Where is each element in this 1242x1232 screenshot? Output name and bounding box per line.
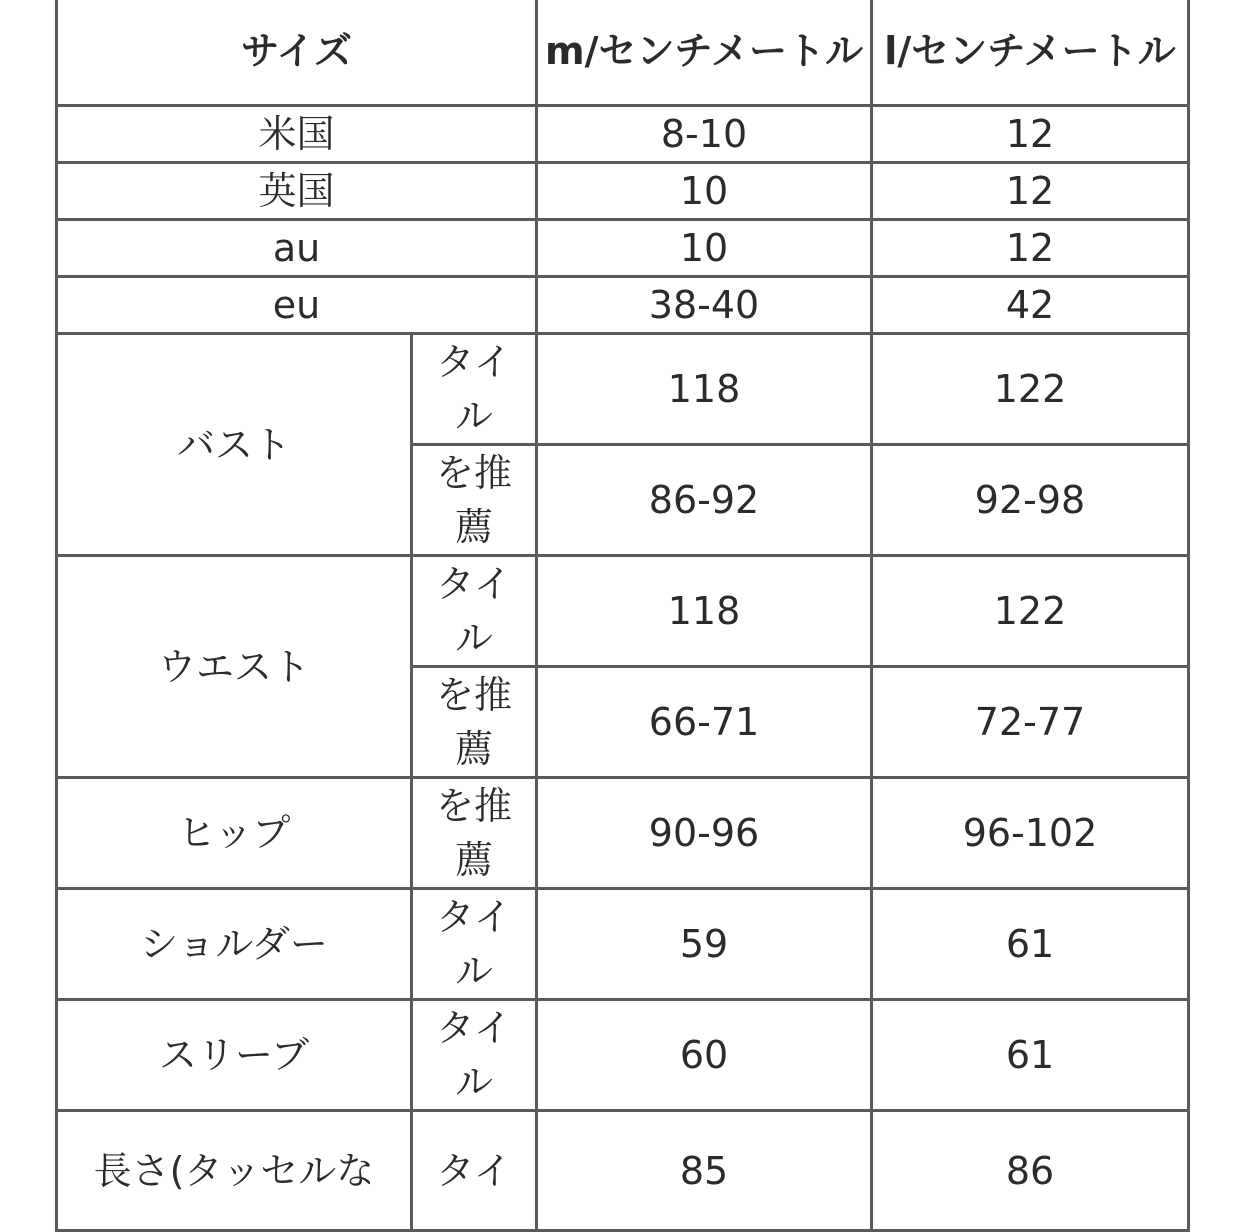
sub-label-recommended: を推薦 (412, 778, 537, 889)
cell-m: 10 (537, 220, 872, 277)
row-label-sleeve: スリーブ (57, 1000, 412, 1111)
table-row (57, 334, 1189, 445)
cell-m: 66-71 (537, 667, 872, 778)
cell-l: 96-102 (872, 778, 1189, 889)
table-row (57, 220, 1189, 277)
sub-label-tile: タイル (412, 334, 537, 445)
size-chart-table (55, 0, 1190, 1232)
cell-m: 38-40 (537, 277, 872, 334)
row-label-au: au (57, 220, 537, 277)
table-row (57, 1111, 1189, 1231)
row-label-eu: eu (57, 277, 537, 334)
cell-l: 122 (872, 556, 1189, 667)
table-row (57, 163, 1189, 220)
table-row (57, 556, 1189, 667)
cell-m: 118 (537, 556, 872, 667)
cell-l: 92-98 (872, 445, 1189, 556)
cell-l: 86 (872, 1111, 1189, 1231)
cell-m: 85 (537, 1111, 872, 1231)
row-label-shoulder: ショルダー (57, 889, 412, 1000)
m-cm-header: m/センチメートル (537, 0, 872, 106)
table-row (57, 277, 1189, 334)
sub-label-recommended: を推薦 (412, 445, 537, 556)
sub-label-tile: タイル (412, 1000, 537, 1111)
table-row (57, 106, 1189, 163)
cell-m: 86-92 (537, 445, 872, 556)
table-row (57, 1000, 1189, 1111)
cell-l: 122 (872, 334, 1189, 445)
header-row (57, 0, 1189, 106)
sub-label-tile: タイ (412, 1111, 537, 1231)
cell-m: 10 (537, 163, 872, 220)
table-row (57, 889, 1189, 1000)
table-row (57, 778, 1189, 889)
cell-m: 59 (537, 889, 872, 1000)
cell-l: 42 (872, 277, 1189, 334)
cell-l: 72-77 (872, 667, 1189, 778)
cell-l: 12 (872, 220, 1189, 277)
sub-label-tile: タイル (412, 556, 537, 667)
cell-l: 12 (872, 163, 1189, 220)
cell-m: 118 (537, 334, 872, 445)
cell-l: 12 (872, 106, 1189, 163)
cell-m: 90-96 (537, 778, 872, 889)
cell-l: 61 (872, 889, 1189, 1000)
row-label-bust: バスト (57, 334, 412, 556)
size-header: サイズ (57, 0, 537, 106)
l-cm-header: l/センチメートル (872, 0, 1189, 106)
row-label-hip: ヒップ (57, 778, 412, 889)
row-label-length: 長さ(タッセルな (57, 1111, 412, 1231)
sub-label-tile: タイル (412, 889, 537, 1000)
cell-m: 8-10 (537, 106, 872, 163)
cell-l: 61 (872, 1000, 1189, 1111)
row-label-us: 米国 (57, 106, 537, 163)
row-label-uk: 英国 (57, 163, 537, 220)
sub-label-recommended: を推薦 (412, 667, 537, 778)
cell-m: 60 (537, 1000, 872, 1111)
row-label-waist: ウエスト (57, 556, 412, 778)
